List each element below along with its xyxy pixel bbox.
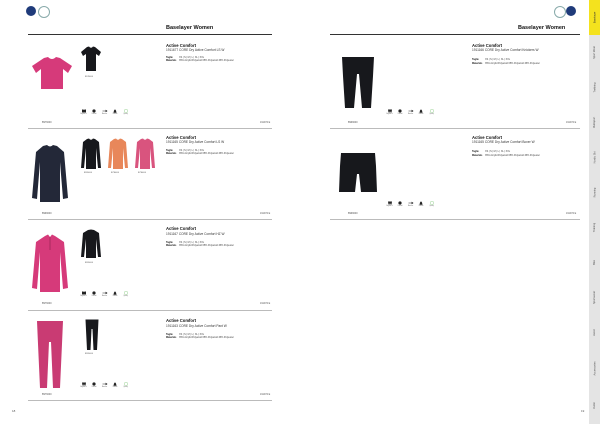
product-materials: Materials 35% Acrylic/Polyamid 65% Polyamid 45% Polyester xyxy=(472,154,540,157)
fit-icon xyxy=(387,109,393,113)
comfort-icon xyxy=(91,291,97,295)
tab-junior[interactable]: Junior xyxy=(589,315,600,351)
moisture-icon xyxy=(102,109,108,113)
product-subtitle: 1911165 CORE Dry Active Comfort LS W xyxy=(166,140,225,144)
product-title: Active Comfort xyxy=(472,43,503,48)
swatch-code: B999000 xyxy=(85,262,94,264)
page-ref: 191974 E xyxy=(260,121,271,124)
comfort-icon xyxy=(91,109,97,113)
card-divider xyxy=(28,219,272,220)
card-divider xyxy=(28,128,272,129)
product-subtitle: 1911163 CORE Dry Active Comfort Pant W xyxy=(166,324,227,328)
brand-logo-right-1 xyxy=(554,6,566,18)
product-materials: Materials 35% Acrylic/Polyamid 65% Polyamid 45% Polyester xyxy=(166,152,234,155)
product-image-main xyxy=(30,234,70,294)
feature-icons: Regular fit Comfort Moisture Warmth Quality xyxy=(386,201,435,207)
left-page-title: Baselayer Women xyxy=(166,25,214,31)
feature-icons: Regular fit Comfort Moisture Warmth Quality xyxy=(386,109,435,115)
color-code: B999000 xyxy=(348,121,358,124)
warmth-icon xyxy=(418,201,424,205)
comfort-icon xyxy=(397,201,403,205)
product-sizes: Taglie XS | S | M | L | XL | XXL xyxy=(166,149,205,152)
moisture-icon xyxy=(102,291,108,295)
tab-nordic-ski[interactable]: Nordic Ski xyxy=(589,140,600,176)
product-image-alt-black xyxy=(80,138,102,170)
color-code: B976000 xyxy=(42,393,52,396)
feature-icons: Regular fit Comfort Moisture Warmth Quality xyxy=(80,109,129,115)
card-divider xyxy=(330,219,580,220)
product-image-alt xyxy=(80,229,102,259)
page-ref: 191974 E xyxy=(260,302,271,305)
warmth-icon xyxy=(112,382,118,386)
product-subtitle: 1911165 CORE Dry Active Comfort Boxer W xyxy=(472,140,535,144)
swatch-code-2: B736000 xyxy=(111,172,120,174)
tab-multisport[interactable]: Multisport xyxy=(589,105,600,141)
swatch-code-1: B999000 xyxy=(84,172,93,174)
moisture-icon xyxy=(408,109,414,113)
product-title: Active Comfort xyxy=(166,43,197,48)
product-sizes: Taglie XS | S | M | L | XL | XXL xyxy=(472,150,511,153)
product-subtitle: 1911167 CORE Dry Active Comfort HZ W xyxy=(166,232,225,236)
comfort-icon xyxy=(397,109,403,113)
brand-logo-left-1 xyxy=(26,6,36,16)
product-image-main xyxy=(340,56,376,110)
swatch-code: B999000 xyxy=(85,353,94,355)
product-sizes: Taglie XS | S | M | L | XL | XXL xyxy=(472,58,511,61)
feature-icons: Regular fit Comfort Moisture Warmth Quality xyxy=(80,291,129,297)
tab-sportswear[interactable]: Sportswear xyxy=(589,280,600,316)
tab-bike[interactable]: Bike xyxy=(589,245,600,281)
page-ref: 191974 E xyxy=(260,212,271,215)
fit-icon xyxy=(81,382,87,386)
swatch-code: B976000 xyxy=(85,76,94,78)
quality-icon xyxy=(123,382,129,386)
brand-logo-left-2 xyxy=(38,6,50,18)
feature-icons: Regular fit Comfort Moisture Warmth Quality xyxy=(80,382,129,388)
product-subtitle: 1911166 CORE Dry Active Comfort Knickers W xyxy=(472,48,539,52)
product-subtitle: 1911677 CORE Dry Active Comfort LS W xyxy=(166,48,225,52)
category-tabs xyxy=(589,0,600,424)
product-materials: Materials 35% Acrylic/Polyamid 65% Polyamid 45% Polyester xyxy=(472,62,540,65)
product-image-alt xyxy=(84,319,100,351)
color-code: B976000 xyxy=(42,121,52,124)
tab-running[interactable]: Running xyxy=(589,175,600,211)
product-image-main xyxy=(30,56,74,90)
product-title: Active Comfort xyxy=(166,318,197,323)
product-sizes: Taglie XS | S | M | L | XL | XXL xyxy=(166,241,205,244)
comfort-icon xyxy=(91,382,97,386)
fit-icon xyxy=(387,201,393,205)
swatch-code-3: B736000 xyxy=(138,172,147,174)
product-sizes: Taglie XS | S | M | L | XL | XXL xyxy=(166,56,205,59)
product-image-main xyxy=(338,152,378,194)
color-code: B999000 xyxy=(42,212,52,215)
quality-icon xyxy=(123,291,129,295)
tab-sport-wear[interactable]: Sport Wear xyxy=(589,35,600,71)
moisture-icon xyxy=(102,382,108,386)
brand-logo-right-2 xyxy=(566,6,576,16)
tab-trekking[interactable]: Trekking xyxy=(589,70,600,106)
product-title: Active Comfort xyxy=(472,135,503,140)
page-ref: 191974 E xyxy=(566,121,577,124)
tab-training[interactable]: Training xyxy=(589,210,600,246)
product-materials: Materials 35% Acrylic/Polyamid 65% Polyamid 45% Polyester xyxy=(166,244,234,247)
product-materials: Materials 35% Acrylic/Polyamid 65% Polyamid 45% Polyester xyxy=(166,59,234,62)
card-divider xyxy=(28,400,272,401)
product-image-main xyxy=(34,320,66,390)
product-image-alt-orange xyxy=(107,138,129,170)
product-title: Active Comfort xyxy=(166,226,197,231)
tab-outlet[interactable]: Outlet xyxy=(589,387,600,425)
product-image-alt-pink xyxy=(134,138,156,170)
card-divider xyxy=(28,310,272,311)
fit-icon xyxy=(81,291,87,295)
right-title-rule xyxy=(330,34,580,35)
product-image-main xyxy=(30,144,70,204)
tab-baselayer[interactable]: Baselayer xyxy=(589,0,600,36)
product-materials: Materials 35% Acrylic/Polyamid 65% Polyamid 45% Polyester xyxy=(166,336,234,339)
quality-icon xyxy=(123,109,129,113)
right-page-number: 19 xyxy=(581,409,585,413)
right-page-title: Baselayer Women xyxy=(518,25,566,31)
quality-icon xyxy=(429,109,435,113)
color-code: B976000 xyxy=(42,302,52,305)
product-sizes: Taglie XS | S | M | L | XL | XXL xyxy=(166,333,205,336)
fit-icon xyxy=(81,109,87,113)
quality-icon xyxy=(429,201,435,205)
tab-accessories[interactable]: Accessories xyxy=(589,350,600,388)
warmth-icon xyxy=(112,291,118,295)
warmth-icon xyxy=(112,109,118,113)
page-ref: 191974 E xyxy=(260,393,271,396)
page-ref: 191974 E xyxy=(566,212,577,215)
card-divider xyxy=(330,128,580,129)
left-title-rule xyxy=(28,34,272,35)
left-page-number: 18 xyxy=(12,409,16,413)
moisture-icon xyxy=(408,201,414,205)
product-image-alt xyxy=(80,46,102,72)
product-title: Active Comfort xyxy=(166,135,197,140)
color-code: B999000 xyxy=(348,212,358,215)
warmth-icon xyxy=(418,109,424,113)
